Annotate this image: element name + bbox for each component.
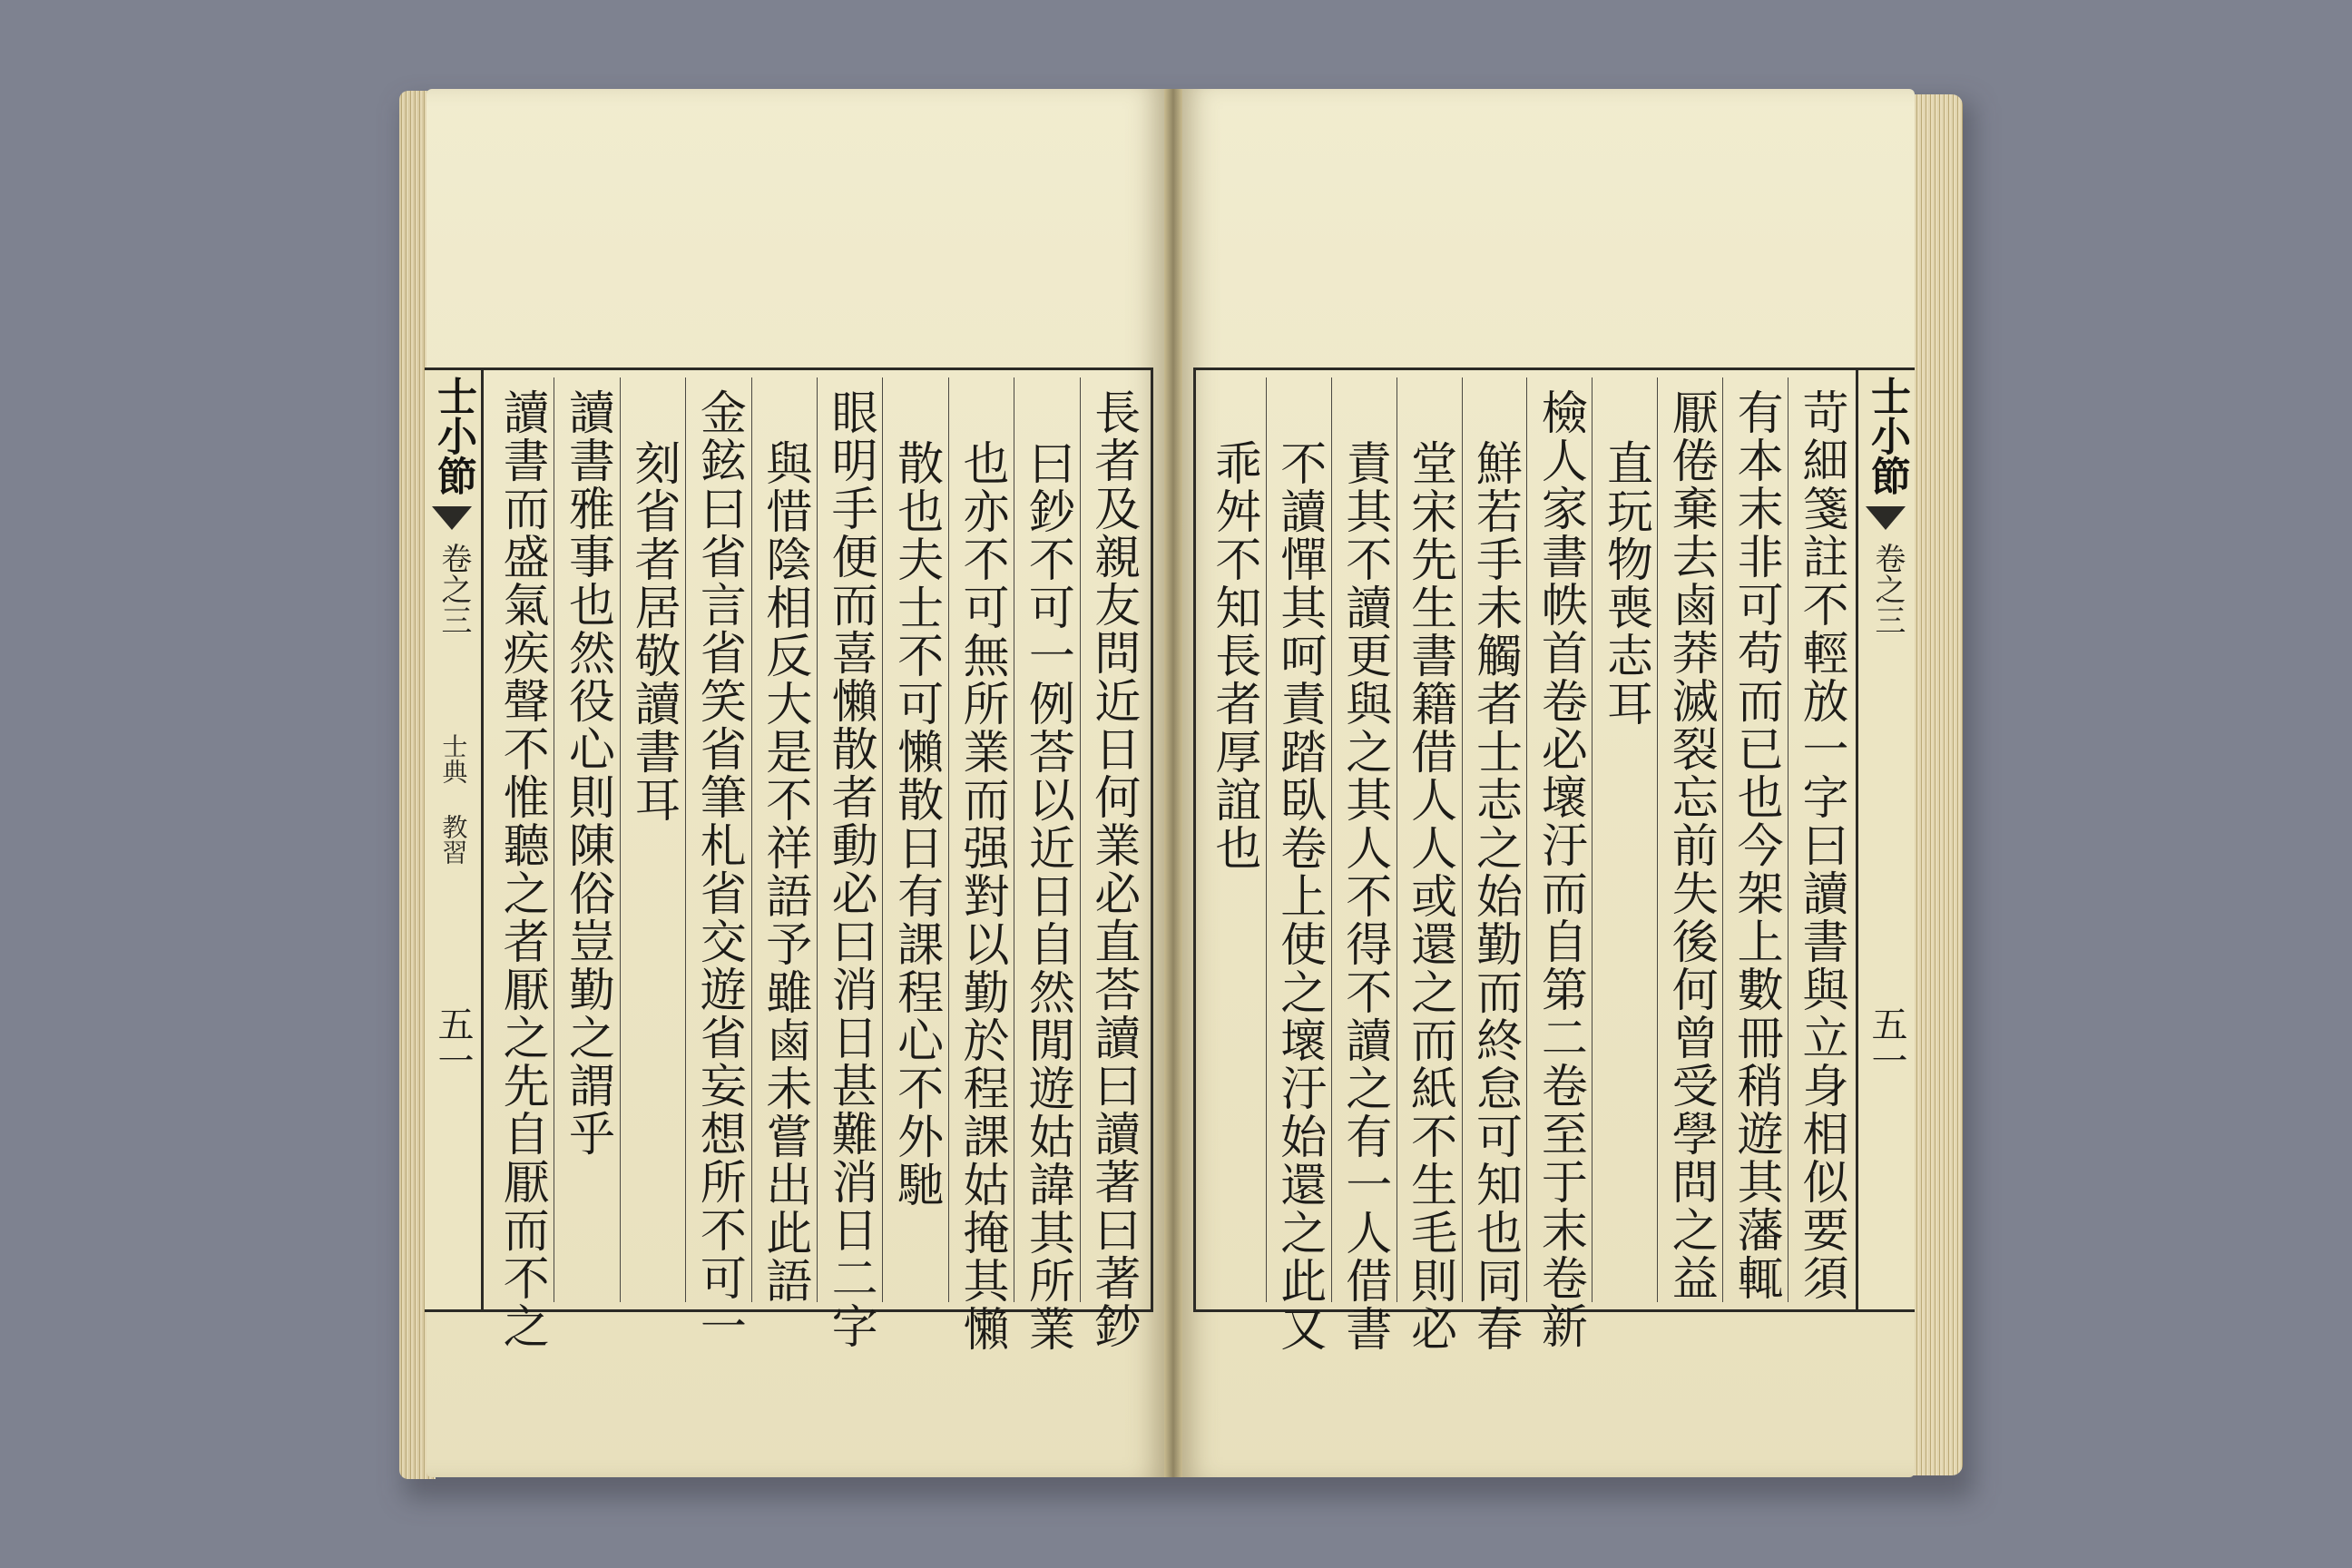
right-page-column [1331, 377, 1396, 1353]
left-page-column [948, 377, 1014, 1353]
left-text-columns [489, 377, 1145, 1353]
right-page-column [1722, 377, 1788, 1302]
left-page-column [882, 377, 947, 1302]
left-margin-page-number: 五一 [432, 1005, 474, 1078]
left-page-column-text: 讀書而盛氣疾聲不惟聽之者厭之先自厭而不之 [495, 388, 549, 1350]
right-page-column [1526, 377, 1592, 1350]
left-page-column [554, 377, 619, 1302]
right-page-column-text: 有本末非可苟而已也今架上數冊稍遊其藩輒 [1729, 388, 1783, 1302]
left-page-heart-column [425, 368, 484, 1312]
left-page-column-text: 長者及親友問近日何業必直荅讀曰讀著曰著鈔 [1085, 388, 1140, 1350]
left-margin-volume: 卷之三 [435, 543, 472, 635]
left-page-column-text: 也亦不可無所業而强對以勤於程課姑掩其懶 [954, 439, 1008, 1353]
left-page-column [489, 377, 554, 1350]
right-margin-volume: 卷之三 [1868, 543, 1906, 635]
right-page-column-text: 直玩物喪志耳 [1598, 439, 1652, 728]
right-text-frame [1193, 368, 1861, 1353]
left-page-column-text: 讀書雅事也然役心則陳俗豈勤之謂乎 [560, 388, 614, 1158]
right-page-column-text: 檢人家書帙首卷必壞汙而自第二卷至于末卷新 [1533, 388, 1587, 1350]
left-margin-title: 士小節 [430, 376, 476, 495]
left-page-column [1014, 377, 1079, 1353]
right-page-edges [1910, 94, 1963, 1475]
left-page-column [685, 377, 750, 1350]
right-page-column-text: 責其不讀更與之其人不得不讀之有一人借書 [1337, 439, 1391, 1353]
right-page-column [1592, 377, 1657, 1302]
right-page-column [1201, 377, 1266, 1302]
right-margin-title: 士小節 [1864, 376, 1910, 495]
right-page-column-text: 堂宋先生書籍借人人或還之而紙不生毛則必 [1402, 439, 1456, 1353]
left-text-frame [481, 368, 1153, 1353]
right-margin-page-number: 五一 [1866, 1005, 1907, 1078]
right-page-column [1266, 377, 1331, 1353]
left-page-column-text: 與惜陰相反大是不祥語予雖鹵未嘗出此語 [757, 439, 811, 1305]
right-page-column-text: 乖舛不知長者厚誼也 [1206, 439, 1260, 872]
left-page-column-text: 曰鈔不可一例荅以近日自然閒遊姑諱其所業 [1020, 439, 1074, 1353]
left-page-column-text: 眼明手便而喜懶散者動必曰消日甚難消日二字 [823, 388, 877, 1350]
right-page-column-text: 苛細箋註不輕放一字曰讀書與立身相似要須 [1794, 388, 1848, 1302]
right-page-column-text: 不讀憚其呵責踏臥卷上使之壞汙始還之此又 [1271, 439, 1326, 1353]
left-page-column [620, 377, 685, 1302]
right-page-column [1462, 377, 1527, 1353]
left-margin-section: 士典 教習 [438, 733, 469, 865]
left-page-column [1080, 377, 1145, 1350]
left-page-column [751, 377, 817, 1305]
right-page-column [1396, 377, 1462, 1353]
right-page-column [1788, 377, 1853, 1302]
right-page-column-text: 鮮若手未觸者士志之始勤而終怠可知也同春 [1467, 439, 1522, 1353]
left-page-column-text: 金鉉曰省言省笑省筆札省交遊省妄想所不可一 [691, 388, 746, 1350]
right-page-column-text: 厭倦棄去鹵莽滅裂忘前失後何曾受學問之益 [1663, 388, 1718, 1302]
book-gutter [1164, 89, 1182, 1477]
right-text-columns [1201, 377, 1853, 1353]
right-page-heart-column [1856, 368, 1915, 1312]
left-page-column [817, 377, 882, 1350]
fish-tail-mark [432, 506, 472, 530]
left-page-column-text: 散也夫士不可懶散日有課程心不外馳 [888, 439, 943, 1209]
right-page-column [1657, 377, 1722, 1302]
fish-tail-mark [1866, 506, 1906, 530]
left-page-column-text: 刻省者居敬讀書耳 [625, 439, 680, 824]
